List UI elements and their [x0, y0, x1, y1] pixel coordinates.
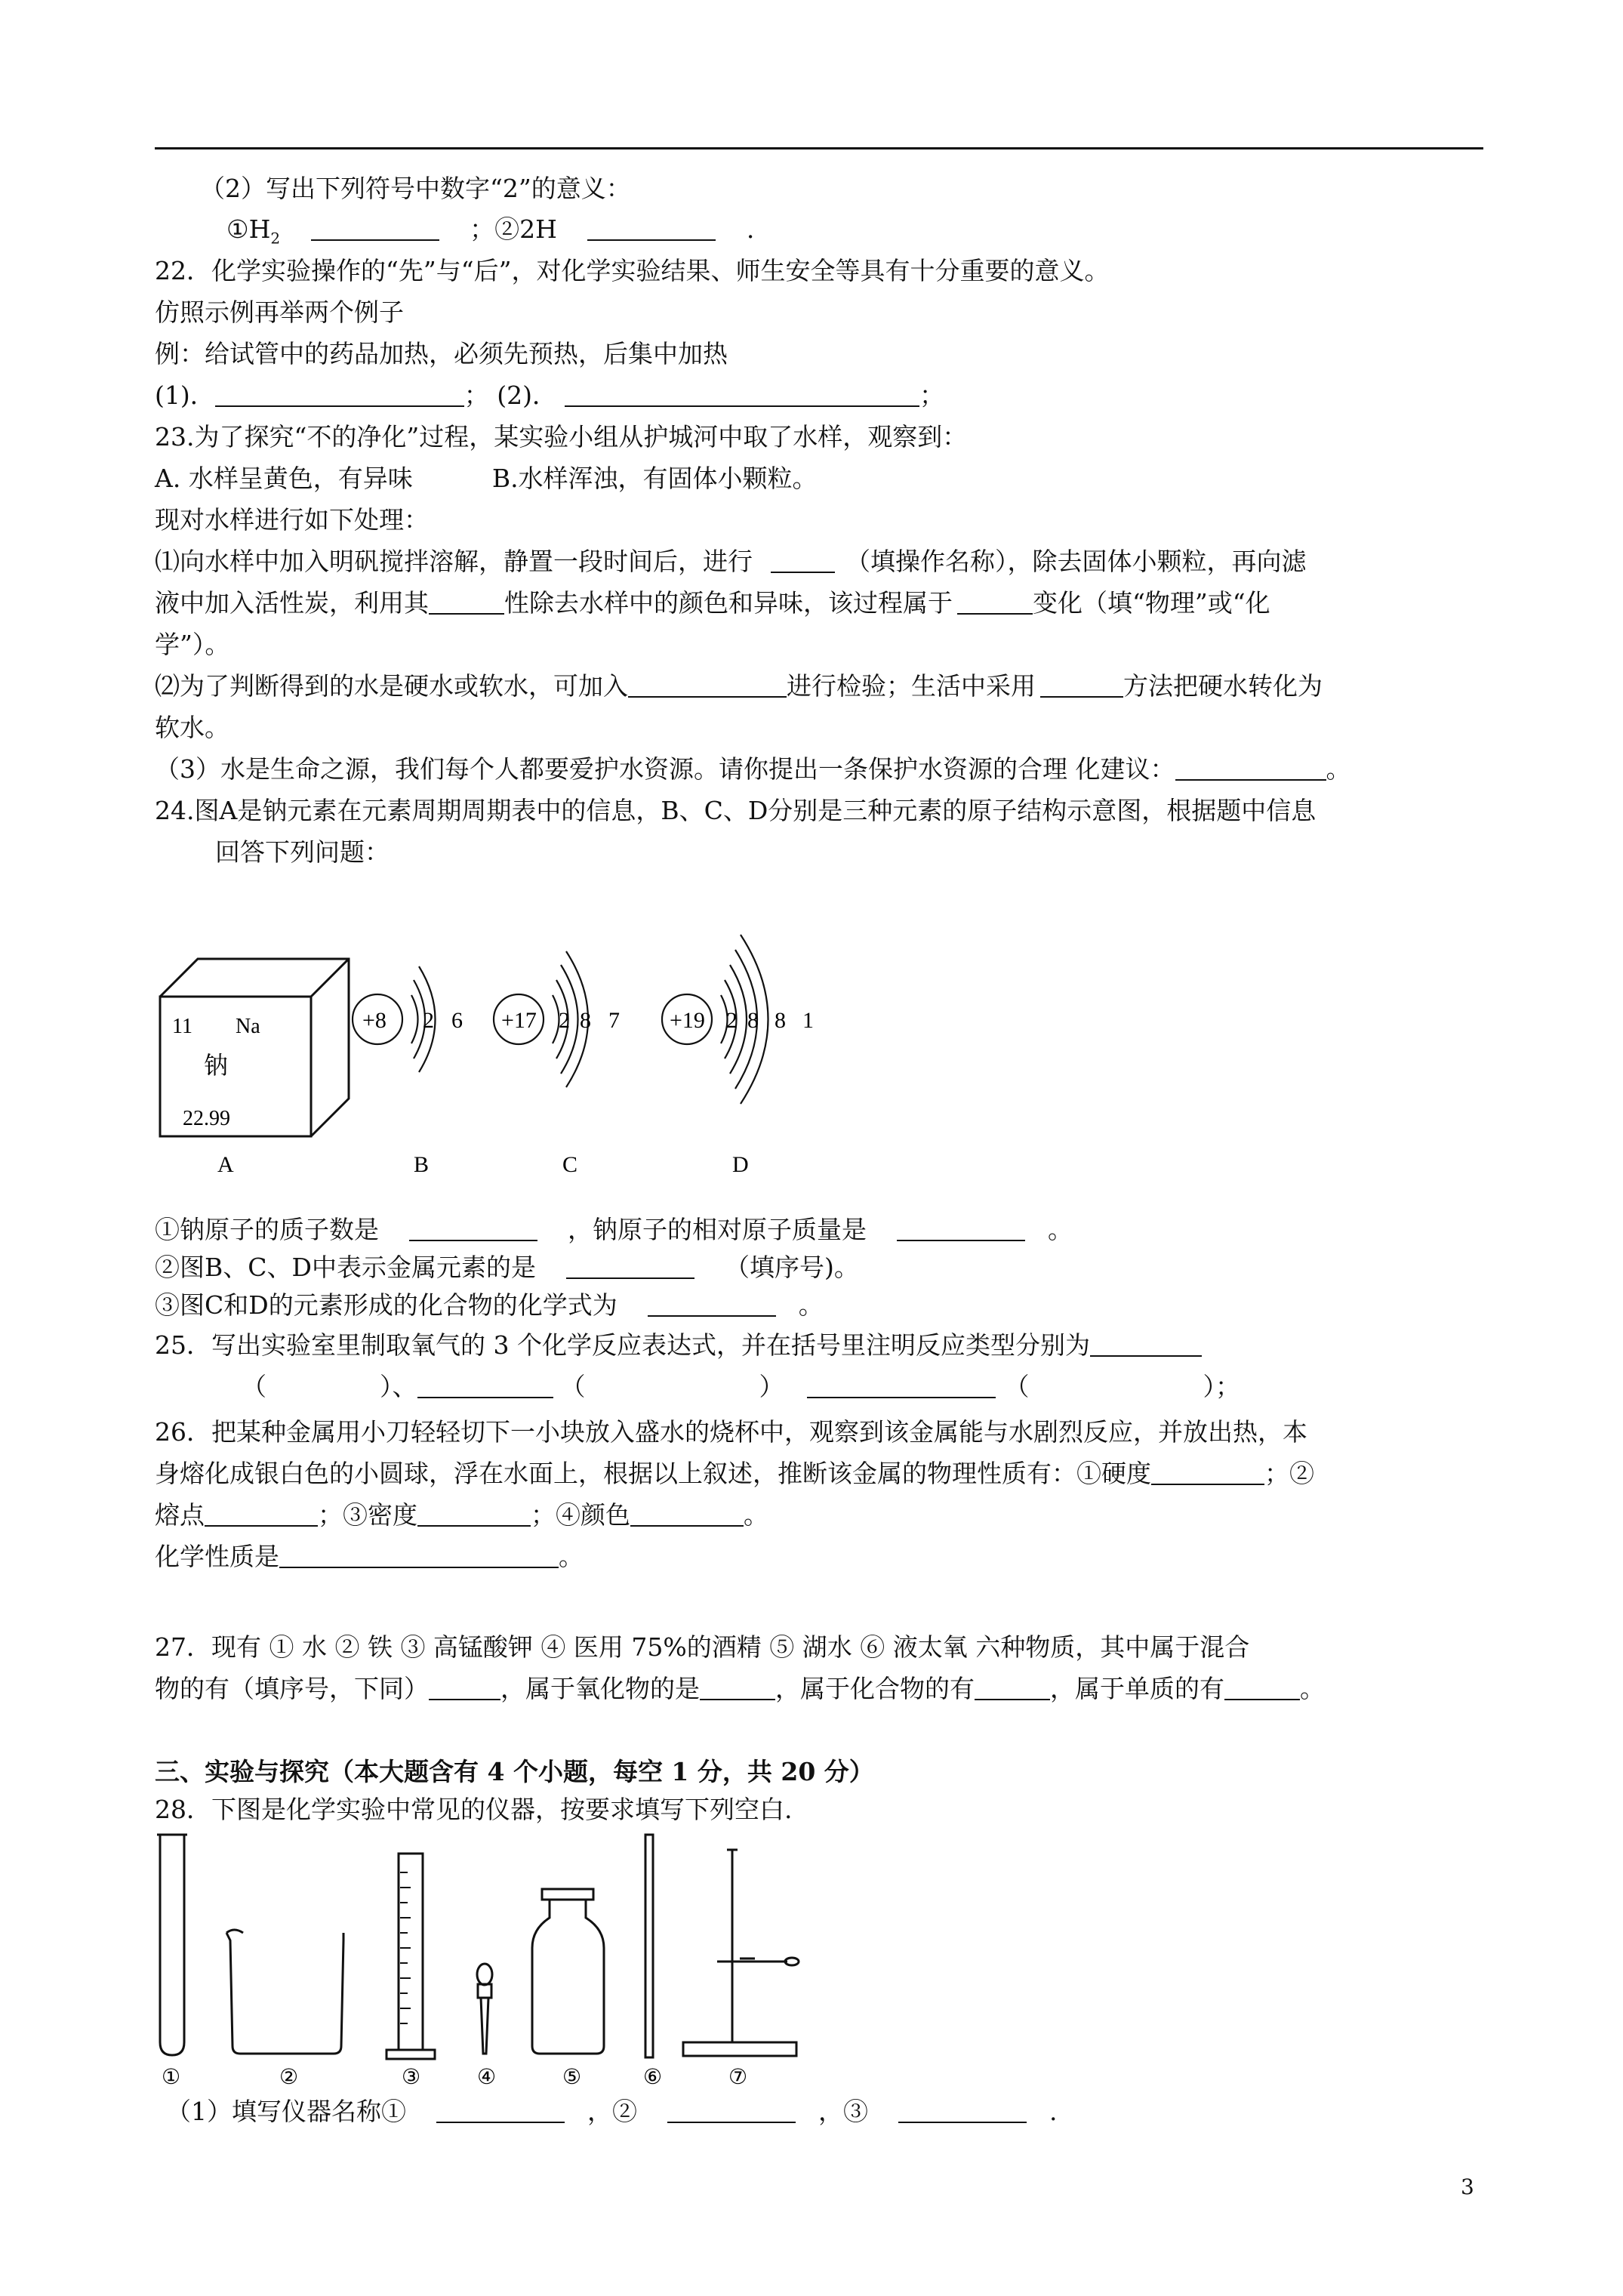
q23-part2-line1: ⑵为了判断得到的水是硬水或软水，可加入 进行检验；生活中采用 方法把硬水转化为 [155, 671, 1323, 701]
instrument-label-3: ③ [402, 2066, 421, 2089]
reagent-bottle-drawing [542, 1889, 593, 1900]
element-card-mass: 22.99 [183, 1107, 230, 1130]
q22-example: 例：给试管中的药品加热，必须先预热，后集中加热 [155, 339, 728, 368]
q27-stem: 27．现有 ① 水 ② 铁 ③ 高锰酸钾 ④ 医用 75%的酒精 ⑤ 湖水 ⑥ 液太氧 六种物质，其中属于混合 [155, 1632, 1250, 1662]
answer-blank[interactable] [436, 2099, 565, 2123]
q28-stem: 28．下图是化学实验中常见的仪器，按要求填写下列空白. [155, 1795, 793, 1824]
q23-part2-line2: 软水。 [155, 713, 229, 742]
q23-process: 现对水样进行如下处理： [155, 505, 429, 535]
answer-blank[interactable] [215, 383, 464, 407]
glass-rod-drawing [645, 1835, 653, 2057]
q23-part1-line1: ⑴向水样中加入明矾搅拌溶解，静置一段时间后，进行 （填操作名称），除去固体小颗粒，再向滤 [155, 547, 1307, 576]
element-card-name: 钠 [204, 1052, 229, 1079]
q23-stem: 23.为了探究“不的净化”过程，某实验小组从护城河中取了水样，观察到： [155, 422, 968, 451]
q24-part3: ③图C和D的元素形成的化合物的化学式为 。 [155, 1290, 824, 1320]
page-number: 3 [1461, 2174, 1474, 2199]
answer-blank[interactable] [566, 1255, 694, 1279]
q24-part1: ①钠原子的质子数是 ，钠原子的相对原子质量是 。 [155, 1215, 1073, 1244]
answer-blank[interactable] [1224, 1676, 1300, 1700]
figure-label-a: A [217, 1152, 234, 1177]
symbol-h2: ①H [226, 214, 271, 244]
figure-label-c: C [562, 1152, 578, 1177]
dropper-drawing [477, 1964, 492, 1985]
figure-label-d: D [732, 1152, 749, 1177]
atom-d-shell-4: 1 [802, 1008, 814, 1033]
q26-stem: 26．把某种金属用小刀轻轻切下一小块放入盛水的烧杯中，观察到该金属能与水剧烈反应，并放出热，本 [155, 1417, 1307, 1447]
answer-blank[interactable] [1151, 1461, 1264, 1485]
atom-d-shell-2: 8 [747, 1008, 759, 1033]
instrument-label-6: ⑥ [643, 2066, 663, 2089]
answer-blank[interactable] [957, 590, 1033, 615]
answer-blank[interactable] [417, 1502, 531, 1527]
answer-blank[interactable] [429, 590, 504, 615]
q25-answers: （ ）、 （ ） （ ）； [242, 1372, 1240, 1401]
instrument-label-1: ① [162, 2066, 181, 2089]
answer-blank[interactable] [628, 673, 787, 698]
q21-part2-prompt: （2）写出下列符号中数字“2”的意义： [200, 174, 631, 203]
test-tube-drawing [160, 1835, 184, 2055]
q25-stem: 25．写出实验室里制取氧气的 3 个化学反应表达式，并在括号里注明反应类型分别为 [155, 1329, 1202, 1362]
answer-blank[interactable] [700, 1676, 775, 1700]
answer-blank[interactable] [409, 1217, 537, 1241]
q24-part2: ②图B、C、D中表示金属元素的是 （填序号)。 [155, 1253, 859, 1282]
lab-instruments-figure [151, 1827, 876, 2099]
atomic-structure-figure [151, 906, 876, 1178]
atom-c-shell-3: 7 [608, 1008, 620, 1033]
q23-part3: （3）水是生命之源，我们每个人都要爱护水资源。请你提出一条保护水资源的合理 化建议： 。 [155, 754, 1351, 784]
graduated-cylinder-drawing [399, 1854, 423, 2050]
answer-blank[interactable] [771, 549, 835, 573]
answer-blank[interactable] [205, 1502, 318, 1527]
atom-d-shell-1: 2 [726, 1008, 738, 1033]
answer-blank[interactable] [667, 2099, 796, 2123]
q26-line3: 熔点 ；③密度 ；④颜色 。 [155, 1500, 768, 1530]
beaker-drawing [226, 1933, 343, 2054]
atom-b-nucleus: +8 [362, 1008, 387, 1033]
answer-blank[interactable] [807, 1374, 996, 1398]
instrument-label-4: ④ [477, 2066, 497, 2089]
element-card-number: 11 [172, 1015, 192, 1038]
answer-blank[interactable] [1090, 1333, 1202, 1357]
instrument-label-2: ② [279, 2066, 299, 2089]
q24-stem-cont: 回答下列问题： [215, 837, 390, 867]
q23-part1-line2: 液中加入活性炭，利用其 性除去水样中的颜色和异味，该过程属于 变化（填“物理”或“化 [155, 588, 1270, 618]
q26-line4: 化学性质是 。 [155, 1542, 584, 1571]
atom-c-nucleus: +17 [501, 1008, 537, 1033]
atom-b-shell-2: 6 [451, 1008, 463, 1033]
q28-part1: （1）填写仪器名称① ，② ，③ . [166, 2097, 1058, 2126]
answer-blank[interactable] [279, 1544, 559, 1568]
answer-blank[interactable] [429, 1676, 500, 1700]
section-heading: 三、实验与探究（本大题含有 4 个小题，每空 1 分，共 20 分） [155, 1757, 874, 1786]
q22-answers: (1)． ； (2)． ； [155, 381, 944, 410]
answer-blank[interactable] [565, 383, 919, 407]
q23-observations: A. 水样呈黄色，有异味 B.水样浑浊，有固体小颗粒。 [155, 464, 818, 493]
atom-c-shell-1: 2 [559, 1008, 570, 1033]
q21-part2-answers: $①H_2$ ；②2H . [226, 214, 755, 248]
figure-label-b: B [414, 1152, 430, 1177]
q26-line2: 身熔化成银白色的小圆球，浮在水面上，根据以上叙述，推断该金属的物理性质有：①硬度 ；② [155, 1459, 1314, 1488]
instrument-label-5: ⑤ [562, 2066, 582, 2089]
atom-d-nucleus: +19 [670, 1008, 705, 1033]
answer-blank[interactable] [311, 217, 439, 241]
symbol-2h: ；②2H [470, 214, 557, 244]
answer-blank[interactable] [648, 1293, 776, 1317]
q23-part1-line3: 学”）。 [155, 630, 230, 659]
answer-blank[interactable] [417, 1374, 553, 1398]
answer-blank[interactable] [897, 1217, 1025, 1241]
answer-blank[interactable] [975, 1676, 1050, 1700]
answer-blank[interactable] [1040, 673, 1123, 698]
symbol-h2-subscript: 2 [270, 229, 281, 248]
atom-c-shell-2: 8 [580, 1008, 591, 1033]
answer-blank[interactable] [898, 2099, 1027, 2123]
atom-b-shell-1: 2 [423, 1008, 434, 1033]
q22-instruction: 仿照示例再举两个例子 [155, 297, 404, 327]
header-rule [155, 147, 1483, 149]
answer-blank[interactable] [587, 217, 716, 241]
answer-blank[interactable] [630, 1502, 744, 1527]
q27-answers: 物的有（填序号，下同） ，属于氧化物的是 ，属于化合物的有 ，属于单质的有 。 [155, 1674, 1325, 1703]
q22-stem: 22．化学实验操作的“先”与“后”，对化学实验结果、师生安全等具有十分重要的意义。 [155, 256, 1110, 285]
atom-d-shell-3: 8 [775, 1008, 786, 1033]
answer-blank[interactable] [1175, 757, 1326, 781]
element-card-symbol: Na [236, 1015, 260, 1038]
q24-stem: 24.图A是钠元素在元素周期周期表中的信息，B、C、D分别是三种元素的原子结构示意图，根据题中信息 [155, 796, 1317, 825]
instrument-label-7: ⑦ [728, 2066, 748, 2089]
